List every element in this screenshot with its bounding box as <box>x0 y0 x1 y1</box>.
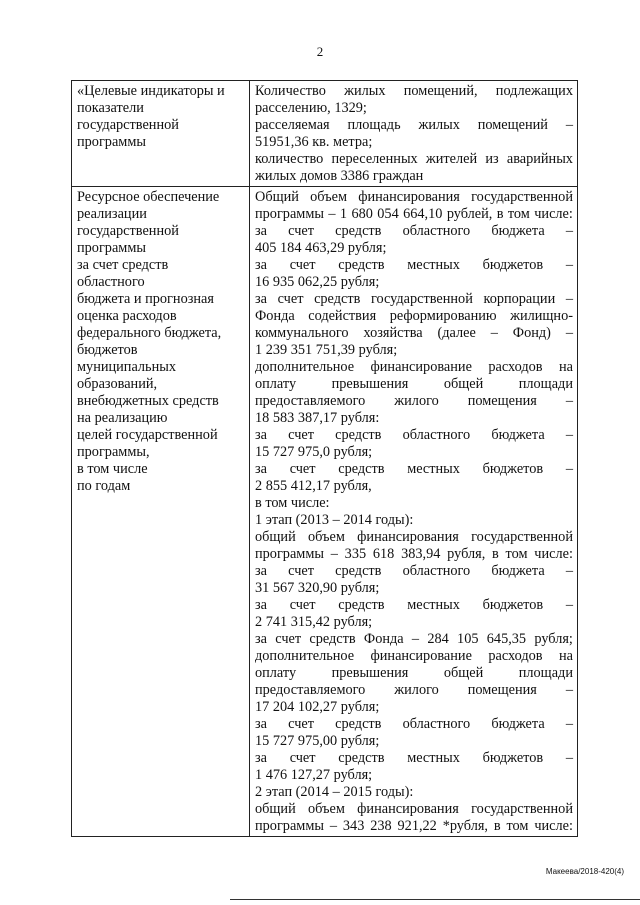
content-line: 18 583 387,17 рубля: <box>255 410 380 426</box>
program-passport-table <box>71 80 578 837</box>
content-line: 2 этап (2014 – 2015 годы): <box>255 784 414 800</box>
label-line: государственной <box>77 117 179 133</box>
content-line: Общий объем финансирования государственной <box>255 189 573 205</box>
content-line: 405 184 463,29 рубля; <box>255 240 387 256</box>
label-line: программы <box>77 134 147 150</box>
label-line: за счет средств <box>77 257 169 273</box>
label-line: внебюджетных средств <box>77 393 219 409</box>
content-line: оплату превышения общей площади <box>255 376 573 392</box>
content-line: 1 этап (2013 – 2014 годы): <box>255 512 414 528</box>
content-line: дополнительное финансирование расходов на <box>255 359 573 375</box>
bottom-rule <box>230 899 640 900</box>
content-line: за счет средств государственной корпорации – <box>255 291 573 307</box>
content-line: общий объем финансирования государственной <box>255 801 573 817</box>
label-line: «Целевые индикаторы и <box>77 83 225 99</box>
label-cell <box>72 187 250 837</box>
label-line: оценка расходов <box>77 308 177 324</box>
label-line: муниципальных <box>77 359 176 375</box>
label-line: реализации <box>77 206 147 222</box>
content-line: коммунального хозяйства (далее – Фонд) – <box>255 325 573 341</box>
content-line: программы – 1 680 054 664,10 рублей, в том числе: <box>255 206 573 222</box>
content-line: за счет средств местных бюджетов – <box>255 750 573 766</box>
content-line: оплату превышения общей площади <box>255 665 573 681</box>
label-line: областного <box>77 274 145 290</box>
content-line: в том числе: <box>255 495 330 511</box>
content-cell <box>250 81 578 187</box>
content-line: программы – 335 618 383,94 рубля, в том числе: <box>255 546 573 562</box>
label-line: целей государственной <box>77 427 218 443</box>
content-line: предоставляемого жилого помещения – <box>255 393 573 409</box>
content-line: 2 855 412,17 рубля, <box>255 478 372 494</box>
content-line: количество переселенных жителей из аварийных <box>255 151 573 167</box>
content-line: за счет средств местных бюджетов – <box>255 597 573 613</box>
content-line: Фонда содействия реформированию жилищно- <box>255 308 573 324</box>
label-line: Ресурсное обеспечение <box>77 189 220 205</box>
label-line: показатели <box>77 100 144 116</box>
content-line: жилых домов 3386 граждан <box>255 168 424 184</box>
content-line: 31 567 320,90 рубля; <box>255 580 380 596</box>
content-line: 16 935 062,25 рубля; <box>255 274 380 290</box>
label-line: программы, <box>77 444 150 460</box>
content-line: дополнительное финансирование расходов на <box>255 648 573 664</box>
content-line: за счет средств областного бюджета – <box>255 223 573 239</box>
label-cell <box>72 81 250 187</box>
content-line: общий объем финансирования государственной <box>255 529 573 545</box>
label-line: в том числе <box>77 461 148 477</box>
content-line: за счет средств местных бюджетов – <box>255 257 573 273</box>
label-line: государственной <box>77 223 179 239</box>
content-line: 51951,36 кв. метра; <box>255 134 373 150</box>
content-line: за счет средств областного бюджета – <box>255 716 573 732</box>
content-line: 15 727 975,00 рубля; <box>255 733 380 749</box>
label-line: бюджетов <box>77 342 138 358</box>
content-line: за счет средств Фонда – 284 105 645,35 рубля; <box>255 631 573 647</box>
label-line: программы <box>77 240 147 256</box>
content-line: расселяемая площадь жилых помещений – <box>255 117 573 133</box>
table-body <box>72 81 578 837</box>
label-line: федерального бюджета, <box>77 325 222 341</box>
content-line: 15 727 975,0 рубля; <box>255 444 373 460</box>
label-line: по годам <box>77 478 131 494</box>
page-number: 2 <box>316 44 324 59</box>
label-line: бюджета и прогнозная <box>77 291 214 307</box>
content-line: расселению, 1329; <box>255 100 367 116</box>
table-row <box>72 81 578 187</box>
content-line: 2 741 315,42 рубля; <box>255 614 373 630</box>
content-line: предоставляемого жилого помещения – <box>255 682 573 698</box>
content-line: 1 239 351 751,39 рубля; <box>255 342 398 358</box>
content-line: за счет средств местных бюджетов – <box>255 461 573 477</box>
footer-code: Макеева/2018-420(4) <box>545 867 624 876</box>
content-line: 17 204 102,27 рубля; <box>255 699 380 715</box>
content-line: 1 476 127,27 рубля; <box>255 767 373 783</box>
label-line: образований, <box>77 376 158 392</box>
content-line: за счет средств областного бюджета – <box>255 427 573 443</box>
label-line: на реализацию <box>77 410 168 426</box>
content-line: за счет средств областного бюджета – <box>255 563 573 579</box>
content-line: Количество жилых помещений, подлежащих <box>255 83 573 99</box>
content-cell <box>250 187 578 837</box>
table-row <box>72 187 578 837</box>
content-line: программы – 343 238 921,22 *рубля, в том числе: <box>255 818 573 834</box>
